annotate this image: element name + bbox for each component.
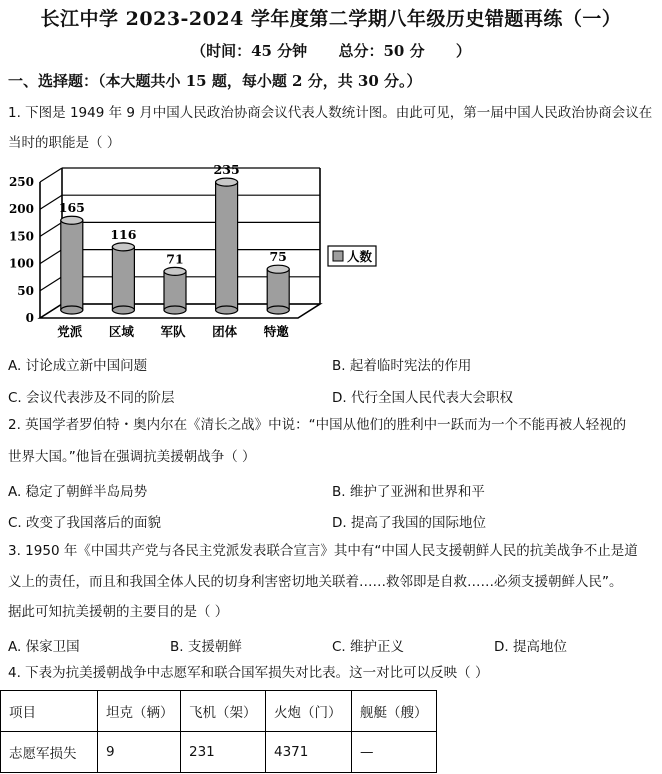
y-tick-label: 200 <box>8 202 34 217</box>
loss-table <box>0 690 437 773</box>
option-2a[interactable]: A. 稳定了朝鲜半岛局势 <box>8 484 148 500</box>
bar-base <box>61 306 83 314</box>
option-3c[interactable]: C. 维护正义 <box>332 639 405 655</box>
y-tick-label: 150 <box>8 229 34 244</box>
table-header-cell: 项目 <box>1 691 98 732</box>
section-heading: 一、选择题：（本大题共小 15 题，每小题 2 分，共 30 分。） <box>8 72 422 90</box>
data-label: 75 <box>269 249 287 265</box>
question-4-stem-line1: 4. 下表为抗美援朝战争中志愿军和联合国军损失对比表。这一对比可以反映（ ） <box>8 665 489 681</box>
bar <box>216 182 238 310</box>
question-3-stem-line2: 义上的责任，而且和我国全体人民的切身利害密切地关联着……救邻即是自救……必须支援朝鲜人民”。 <box>8 574 623 590</box>
gridline-depth <box>40 277 62 291</box>
y-tick-label: 50 <box>17 283 34 298</box>
y-tick-label: 250 <box>8 175 34 189</box>
bar-base <box>267 306 289 314</box>
option-3d[interactable]: D. 提高地位 <box>494 639 567 655</box>
table-row <box>1 732 437 773</box>
x-tick-label: 区域 <box>108 324 134 339</box>
table-header-row <box>1 691 437 732</box>
gridline-depth <box>40 222 62 236</box>
bar-base <box>216 306 238 314</box>
bar <box>164 271 186 310</box>
bar <box>267 269 289 310</box>
bar-top <box>112 243 134 251</box>
data-label: 116 <box>110 226 137 242</box>
table-header-cell: 火炮（门） <box>266 691 352 732</box>
option-1c[interactable]: C. 会议代表涉及不同的阶层 <box>8 390 175 406</box>
table-cell: 9 <box>98 732 181 773</box>
page-title: 长江中学 2023-2024 学年度第二学期八年级历史错题再练（一） <box>40 8 622 30</box>
option-3b[interactable]: B. 支援朝鲜 <box>170 639 242 655</box>
table-header-cell: 舰艇（艘） <box>352 691 437 732</box>
bar-chart <box>0 160 400 350</box>
table-cell: 志愿军损失 <box>1 732 98 773</box>
data-label: 71 <box>166 251 184 267</box>
gridline-depth <box>40 250 62 264</box>
table-cell: 4371 <box>266 732 352 773</box>
x-tick-label: 特邀 <box>263 324 289 339</box>
x-tick-label: 党派 <box>57 324 83 339</box>
bar-top <box>216 178 238 186</box>
option-3a[interactable]: A. 保家卫国 <box>8 639 80 655</box>
legend-swatch <box>333 251 343 261</box>
table-cell: 231 <box>181 732 266 773</box>
table-header-cell: 飞机（架） <box>181 691 266 732</box>
bar-top <box>267 265 289 273</box>
option-1d[interactable]: D. 代行全国人民代表大会职权 <box>332 390 513 406</box>
table-cell: — <box>352 732 437 773</box>
bar-base <box>112 306 134 314</box>
question-1-stem-line2: 当时的职能是（ ） <box>8 135 121 151</box>
legend-label: 人数 <box>347 249 373 264</box>
table-header-cell: 坦克（辆） <box>98 691 181 732</box>
x-tick-label: 团体 <box>212 324 238 339</box>
option-2d[interactable]: D. 提高了我国的国际地位 <box>332 515 486 531</box>
bar-base <box>164 306 186 314</box>
question-2-stem-line2: 世界大国。”他旨在强调抗美援朝战争（ ） <box>8 449 256 465</box>
y-tick-label: 100 <box>8 256 34 271</box>
x-tick-label: 军队 <box>160 324 186 339</box>
bar <box>112 247 134 310</box>
y-tick-label: 0 <box>25 311 34 325</box>
question-3-stem-line1: 3. 1950 年《中国共产党与各民主党派发表联合宣言》其中有“中国人民支援朝鲜人民的抗美战争不止是道 <box>8 543 638 559</box>
bar-top <box>164 267 186 275</box>
question-3-stem-line3: 据此可知抗美援朝的主要目的是（ ） <box>8 604 229 620</box>
option-1a[interactable]: A. 讨论成立新中国问题 <box>8 358 148 374</box>
option-2b[interactable]: B. 维护了亚洲和世界和平 <box>332 484 485 500</box>
question-2-stem-line1: 2. 英国学者罗伯特・奥内尔在《清长之战》中说：“中国从他们的胜利中一跃而为一个不能再被人轻视的 <box>8 417 627 433</box>
option-2c[interactable]: C. 改变了我国落后的面貌 <box>8 515 162 531</box>
data-label: 235 <box>213 162 240 178</box>
bar-top <box>61 216 83 224</box>
option-1b[interactable]: B. 起着临时宪法的作用 <box>332 358 472 374</box>
gridline-depth <box>40 168 62 182</box>
bar <box>61 220 83 310</box>
exam-info: （时间：45 分钟 总分：50 分 ） <box>191 42 471 60</box>
data-label: 165 <box>58 200 85 216</box>
question-1-stem-line1: 1. 下图是 1949 年 9 月中国人民政治协商会议代表人数统计图。由此可见，第一届中国人民政治协商会议在 <box>8 105 653 121</box>
